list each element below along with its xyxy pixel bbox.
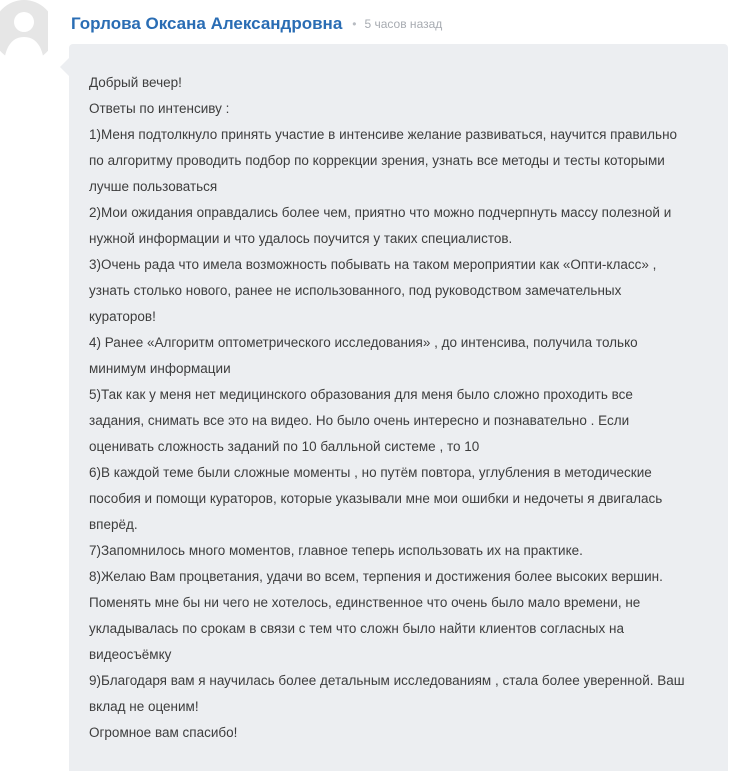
comment-text-line: видеосъёмку — [89, 647, 172, 662]
author-name-link[interactable]: Горлова Оксана Александровна — [71, 14, 343, 33]
comment-text-line: оценивать сложность заданий по 10 балльной системе , то 10 — [89, 439, 480, 454]
separator-dot: • — [352, 17, 357, 31]
comment-text-line: 2)Мои ожидания оправдались более чем, приятно что можно подчерпнуть массу полезной и — [89, 205, 672, 220]
comment-text-line: 3)Очень рада что имела возможность побывать на таком мероприятии как «Опти-класс» , — [89, 257, 657, 272]
user-placeholder-icon — [0, 0, 48, 63]
comment-text-line: по алгоритму проводить подбор по коррекции зрения, узнать все методы и тесты которыми — [89, 153, 665, 168]
comment-timestamp: 5 часов назад — [364, 17, 443, 31]
comment-bubble — [69, 44, 728, 771]
comment-text-line: нужной информации и что удалось поучится у таких специалистов. — [89, 231, 513, 246]
comment-body — [89, 70, 710, 746]
comment-text-line: 8)Желаю Вам процветания, удачи во всем, терпения и достижения более высоких вершин. — [89, 569, 663, 584]
avatar[interactable] — [0, 0, 48, 63]
comment-text-line: Поменять мне бы ни чего не хотелось, единственное что очень было мало времени, не — [89, 595, 641, 610]
comment-text-line: вклад не оценим! — [89, 699, 199, 714]
comment-text-line: 6)В каждой теме были сложные моменты , но путём повтора, углубления в методические — [89, 465, 652, 480]
comment-text-line: лучше пользоваться — [89, 179, 218, 194]
comment-text-line: Ответы по интенсиву : — [89, 101, 230, 116]
comment-text-line: Добрый вечер! — [89, 75, 182, 90]
comment-text-line: 7)Запомнилось много моментов, главное теперь использовать их на практике. — [89, 543, 583, 558]
comment-text-line: 1)Меня подтолкнуло принять участие в интенсиве желание развиваться, научится правильно — [89, 127, 678, 142]
comment-text-line: пособия и помощи кураторов, которые указывали мне мои ошибки и недочеты я двигалась — [89, 491, 663, 506]
comment-text-line: 9)Благодаря вам я научилась более детальным исследованиям , стала более уверенной. Ваш — [89, 673, 685, 688]
comment-text-line: минимум информации — [89, 361, 231, 376]
comment-text-line: 4) Ранее «Алгоритм оптометрического исследования» , до интенсива, получила только — [89, 335, 638, 350]
comment-header — [71, 12, 442, 36]
comment-text-line: задания, снимать все это на видео. Но было очень интересно и познавательно . Если — [89, 413, 630, 428]
comment-text-line: укладывалась по срокам в связи с тем что сложн было найти клиентов согласных на — [89, 621, 624, 636]
comment-text-line: Огромное вам спасибо! — [89, 725, 238, 740]
comment-text-line: узнать столько нового, ранее не использованного, под руководством замечательных — [89, 283, 622, 298]
comment-text-line: кураторов! — [89, 309, 156, 324]
comment-text-line: 5)Так как у меня нет медицинского образования для меня было сложно проходить все — [89, 387, 633, 402]
comment-text-line: вперёд. — [89, 517, 138, 532]
